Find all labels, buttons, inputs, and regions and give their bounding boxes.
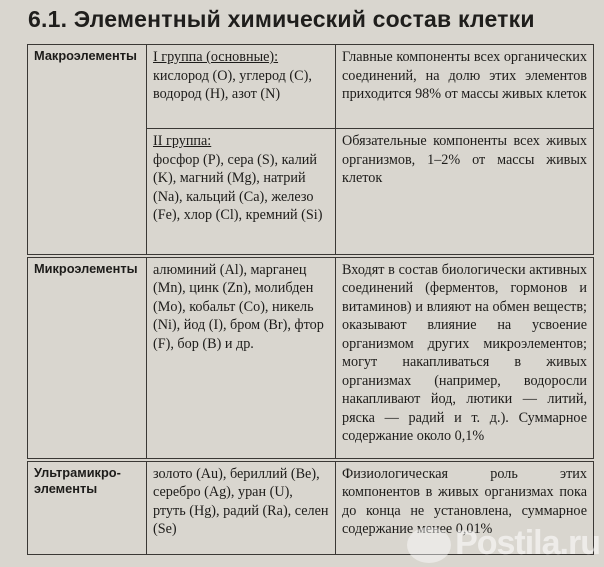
elements-list: кислород (О), углерод (С), водород (Н), азот (N) [153,67,312,102]
category-cell: Микроэлементы [28,256,147,460]
watermark: Postila.ru [407,524,600,563]
description-cell: Обязательные компоненты всех живых организмов, 1–2% от массы живых клеток [336,129,594,256]
elements-cell: алюминий (Al), марганец (Mn), цинк (Zn), молибден (Mo), кобальт (Co), никель (Ni), йод (I), бром (Br), фтор (F), бор (B) и др. [147,256,336,460]
elements-cell [147,45,336,129]
element-table [27,44,594,555]
group-header: II группа: [153,133,212,149]
group-header: I группа (основные): [153,49,279,65]
table-row [28,460,594,555]
category-cell: Ультрамикро-элементы [28,460,147,555]
description-cell: Входят в состав биологически активных соединений (ферментов, гормонов и витаминов) и влияют на обмен веществ; оказывают влияние на усвоение организмом других микроэлементов; могут накапливаться в живых организмах (например, водоросли накапливают йод, лютики — литий, ряска — радий и т. д.). Суммарное содержание около 0,1% [336,256,594,460]
description-cell: Главные компоненты всех органических соединений, на долю этих элементов приходится 98% от массы живых клеток [336,45,594,129]
elements-cell [147,129,336,256]
table-row [28,45,594,129]
table-row [28,256,594,460]
category-cell: Макроэлементы [28,45,147,256]
page-title: 6.1. Элементный химический состав клетки [28,6,535,32]
description-cell: Физиологическая роль этих компонентов в живых организмах пока до конца не установлена, суммарное содержание менее 0,01% [336,460,594,555]
elements-list: фосфор (P), сера (S), калий (K), магний (Mg), натрий (Na), кальций (Ca), железо (Fe), хлор (Cl), кремний (Si) [153,151,323,223]
elements-cell: золото (Au), бериллий (Be), серебро (Ag), уран (U), ртуть (Hg), радий (Ra), селен (Se) [147,460,336,555]
